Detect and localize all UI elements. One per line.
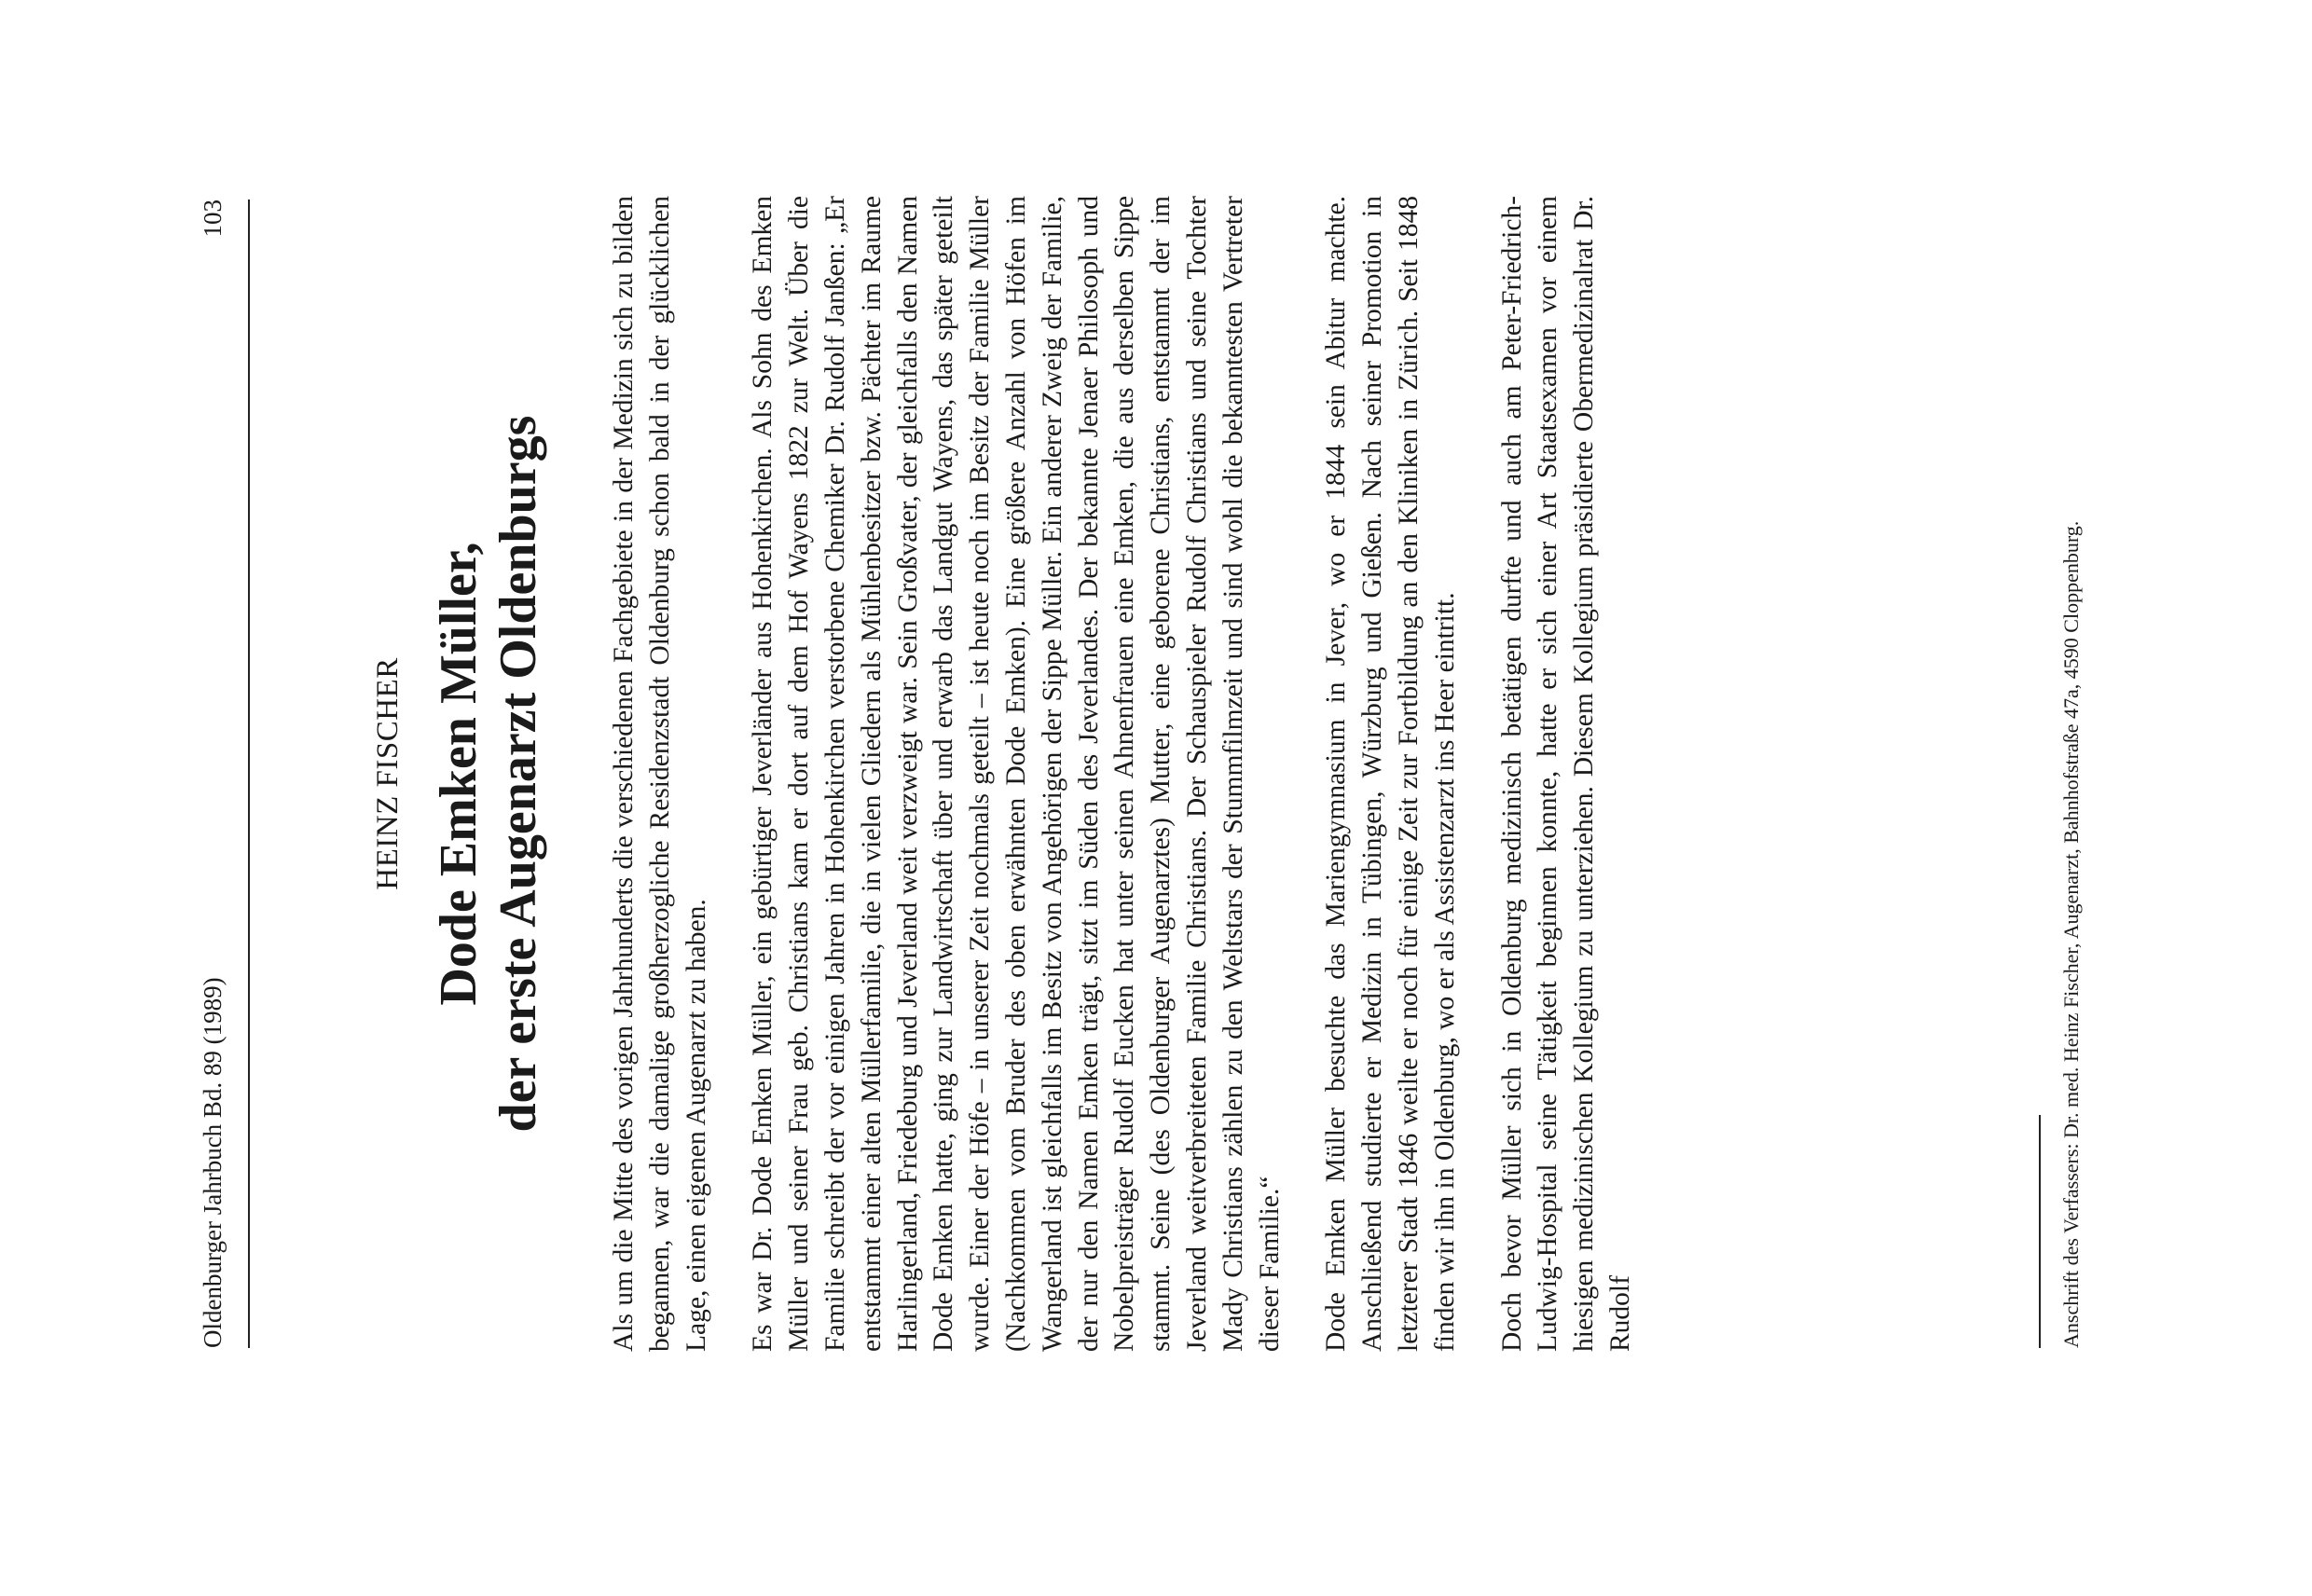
article-title: [429, 200, 548, 1348]
paragraph-1: Als um die Mitte des vorigen Jahrhunderts die verschiedenen Fachgebiete in der Medizin sich zu bilden begannen, war die damalige großherzogliche Residenzstadt Oldenburg schon bald in der glücklichen Lage, einen eigenen Augenarzt zu haben.: [609, 196, 711, 1352]
page-number: 103: [199, 200, 227, 238]
article-author: HEINZ FISCHER: [371, 657, 405, 890]
title-line-1: Dode Emken Müller,: [430, 542, 488, 1006]
journal-title: Oldenburger Jahrbuch Bd. 89 (1989): [199, 977, 227, 1348]
title-line-2: der erste Augenarzt Oldenburgs: [489, 415, 547, 1133]
article-body: [606, 196, 1670, 1352]
paragraph-2: Es war Dr. Dode Emken Müller, ein gebürtiger Jeverländer aus Hohenkirchen. Als Sohn des Emken Müller und seiner Frau geb. Christians kam er dort auf dem Hof Wayens 1822 zur Welt. Über die Familie schreibt der vor einigen Jahren in Hohenkirchen verstorbene Chemiker Dr. Rudolf Janßen: „Er entstammt einer alten Müllerfamilie, die in vielen Gliedern als Mühlenbesitzer bzw. Pächter im Raume Harlingerland, Friedeburg und Jeverland weit verzweigt war. Sein Großvater, der gleichfalls den Namen Dode Emken hatte, ging zur Landwirtschaft über und erwarb das Landgut Wayens, das später geteilt wurde. Einer der Höfe – in unserer Zeit nochmals geteilt – ist heute noch im Besitz der Familie Müller (Nachkommen vom Bruder des oben erwähnten Dode Emken). Eine größere Anzahl von Höfen im Wangerland ist gleichfalls im Besitz von Angehörigen der Sippe Müller. Ein anderer Zweig der Familie, der nur den Namen Emken trägt, sitzt im Süden des Jeverlandes. Der bekannte Jenaer Philosoph und Nobelpreisträger Rudolf Eucken hat unter seinen Ahnenfrauen eine Emken, die aus derselben Sippe stammt. Seine (des Oldenburger Augenarztes) Mutter, eine geborene Christians, entstammt der im Jeverland weitverbreiteten Familie Christians. Der Schauspieler Rudolf Christians und seine Tochter Mady Christians zählen zu den Weltstars der Stummfilmzeit und sind wohl die bekanntesten Vertreter dieser Familie.“: [748, 196, 1285, 1352]
paragraph-3: Dode Emken Müller besuchte das Mariengymnasium in Jever, wo er 1844 sein Abitur machte. Anschließend studierte er Medizin in Tübingen, Würzburg und Gießen. Nach seiner Promotion in letzterer Stadt 1846 weilte er noch für einige Zeit zur Fortbildung an den Kliniken in Zürich. Seit 1848 finden wir ihn in Oldenburg, wo er als Assistenzarzt ins Heer eintritt.: [1321, 196, 1460, 1352]
paragraph-4: Doch bevor Müller sich in Oldenburg medizinisch betätigen durfte und auch am Peter-Friedrich-Ludwig-Hospital seine Tätigkeit beginnen konnte, hatte er sich einer Art Staatsexamen vor einem hiesigen medizinischen Kollegium zu unterziehen. Diesem Kollegium präsidierte Obermedizinalrat Dr. Rudolf: [1496, 196, 1635, 1352]
footnote-rule: [2039, 1115, 2041, 1348]
author-address-footnote: Anschrift des Verfassers: Dr. med. Heinz Fischer, Augenarzt, Bahnhofstraße 47a, 4590 Cloppenburg.: [2059, 520, 2083, 1348]
header-rule: [248, 200, 250, 1348]
